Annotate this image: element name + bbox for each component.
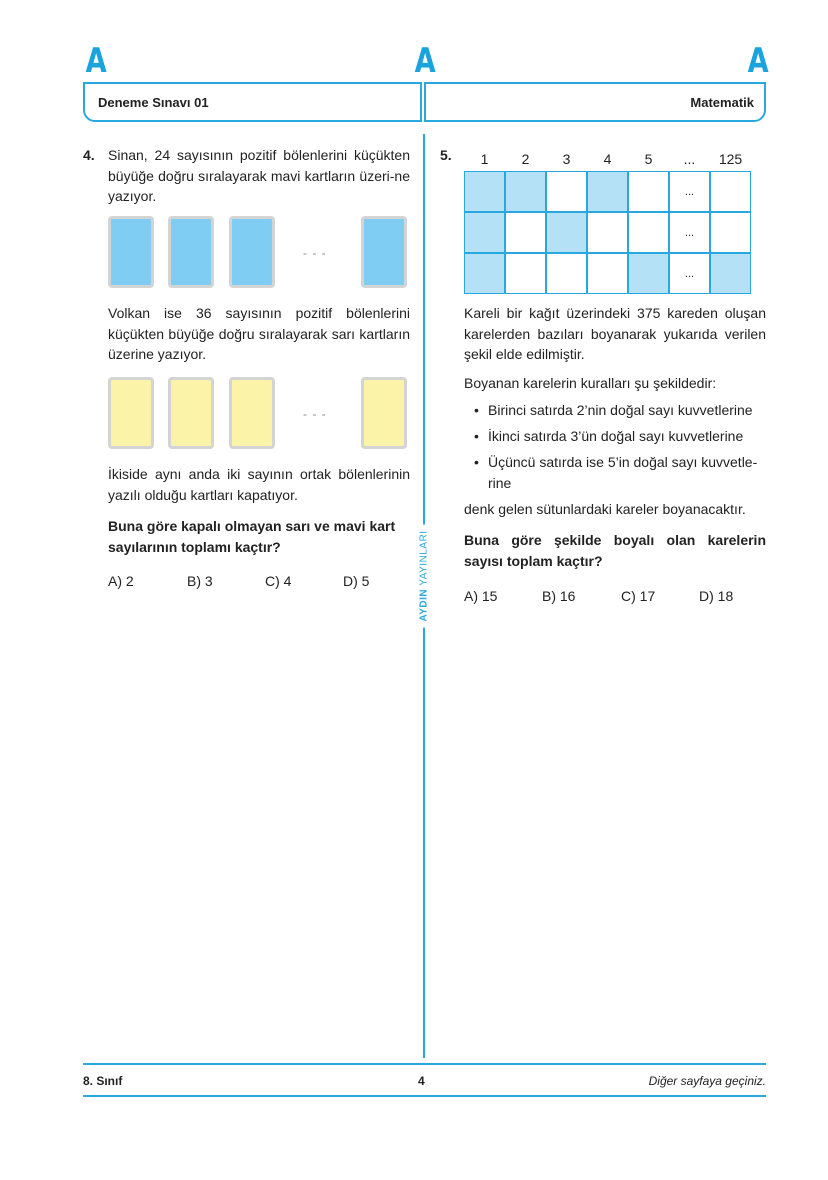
question-4-intro: Sinan, 24 sayısının pozitif bölenlerini küçükten büyüğe doğru sıralayarak mavi kartların üzeri-ne yazıyor.	[108, 147, 410, 204]
option-b[interactable]: B) 16	[542, 588, 576, 604]
grid-cell-shaded	[464, 212, 505, 253]
grid-cell-shaded	[628, 253, 669, 294]
grid-cell	[505, 212, 546, 253]
grid-cell	[710, 212, 751, 253]
grid-column-header: 1	[480, 151, 489, 167]
subject-box	[424, 82, 766, 122]
option-a[interactable]: A) 2	[108, 573, 134, 589]
page-number: 4	[418, 1074, 425, 1088]
grid-column-header: 3	[562, 151, 571, 167]
grid-cell-shaded	[464, 171, 505, 212]
yellow-card	[361, 377, 407, 449]
grid-column-header: 2	[521, 151, 530, 167]
option-a[interactable]: A) 15	[464, 588, 498, 604]
exam-title-box	[83, 82, 422, 122]
grid-cell	[587, 253, 628, 294]
watermark-brand: AYDIN	[418, 588, 430, 622]
grid-cell: ...	[669, 212, 710, 253]
question-5-text1: Kareli bir kağıt üzerindeki 375 kareden oluşan karelerden bazıları boyanarak yukarıda verilen şekil elde edilmiştir.	[464, 305, 766, 362]
option-d[interactable]: D) 18	[699, 588, 734, 604]
grid-cell	[546, 253, 587, 294]
grade-label: 8. Sınıf	[83, 1074, 123, 1088]
blue-card	[168, 216, 214, 288]
rule-bullet: •	[474, 428, 479, 444]
grid-cell	[628, 171, 669, 212]
grid-column-header: 125	[718, 151, 743, 167]
grid-cell	[546, 171, 587, 212]
question-4-text3: İkiside aynı anda iki sayının ortak bölenlerinin yazılı olduğu kartları kapatıyor.	[108, 466, 410, 503]
grid-cell-shaded	[587, 171, 628, 212]
grid-cell-shaded	[464, 253, 505, 294]
question-4-prompt: Buna göre kapalı olmayan sarı ve mavi kart sayılarının toplamı kaçtır?	[108, 518, 396, 555]
footer-bottom-line	[83, 1095, 766, 1097]
card-ellipsis: - - -	[303, 246, 327, 260]
rule-1: Birinci satırda 2’nin doğal sayı kuvvetlerine	[488, 402, 753, 418]
question-5-text3: denk gelen sütunlardaki kareler boyanacaktır.	[464, 501, 746, 517]
grid-column-header: ...	[683, 151, 696, 167]
logo-letter-right: A	[747, 41, 769, 81]
option-b[interactable]: B) 3	[187, 573, 213, 589]
publisher-watermark	[419, 524, 430, 627]
grid-cell-shaded	[505, 171, 546, 212]
yellow-card	[168, 377, 214, 449]
grid-cell	[710, 171, 751, 212]
grid-cell	[628, 212, 669, 253]
rule-3: Üçüncü satırda ise 5’in doğal sayı kuvvetle-rine	[488, 454, 758, 491]
watermark-suffix: YAYINLARI	[418, 530, 430, 586]
exam-title: Deneme Sınavı 01	[98, 94, 209, 110]
grid-column-header: 4	[603, 151, 612, 167]
logo-letter-center: A	[414, 41, 436, 81]
option-c[interactable]: C) 17	[621, 588, 656, 604]
yellow-card	[108, 377, 154, 449]
next-page-note: Diğer sayfaya geçiniz.	[648, 1074, 766, 1088]
grid-cell: ...	[669, 253, 710, 294]
grid-cell	[505, 253, 546, 294]
rule-bullet: •	[474, 454, 479, 470]
footer-top-line	[83, 1063, 766, 1065]
question-4-text2: Volkan ise 36 sayısının pozitif bölenlerini küçükten büyüğe doğru sıralayarak sarı kartların üzerine yazıyor.	[108, 305, 410, 362]
subject-title: Matematik	[690, 94, 754, 110]
yellow-card	[229, 377, 275, 449]
blue-card	[229, 216, 275, 288]
question-5-number: 5.	[440, 147, 452, 163]
question-4-number: 4.	[83, 147, 95, 163]
option-d[interactable]: D) 5	[343, 573, 370, 589]
logo-letter-left: A	[85, 41, 107, 81]
rule-bullet: •	[474, 402, 479, 418]
option-c[interactable]: C) 4	[265, 573, 292, 589]
card-ellipsis: - - -	[303, 407, 327, 421]
grid-cell	[587, 212, 628, 253]
rule-2: İkinci satırda 3’ün doğal sayı kuvvetlerine	[488, 428, 744, 444]
grid-cell-shaded	[710, 253, 751, 294]
grid-cell-shaded	[546, 212, 587, 253]
grid-column-header: 5	[644, 151, 653, 167]
blue-card	[361, 216, 407, 288]
question-5-text2: Boyanan karelerin kuralları şu şekildedir:	[464, 375, 717, 391]
question-5-prompt: Buna göre şekilde boyalı olan karelerin sayısı toplam kaçtır?	[464, 532, 766, 569]
blue-card	[108, 216, 154, 288]
grid-cell: ...	[669, 171, 710, 212]
